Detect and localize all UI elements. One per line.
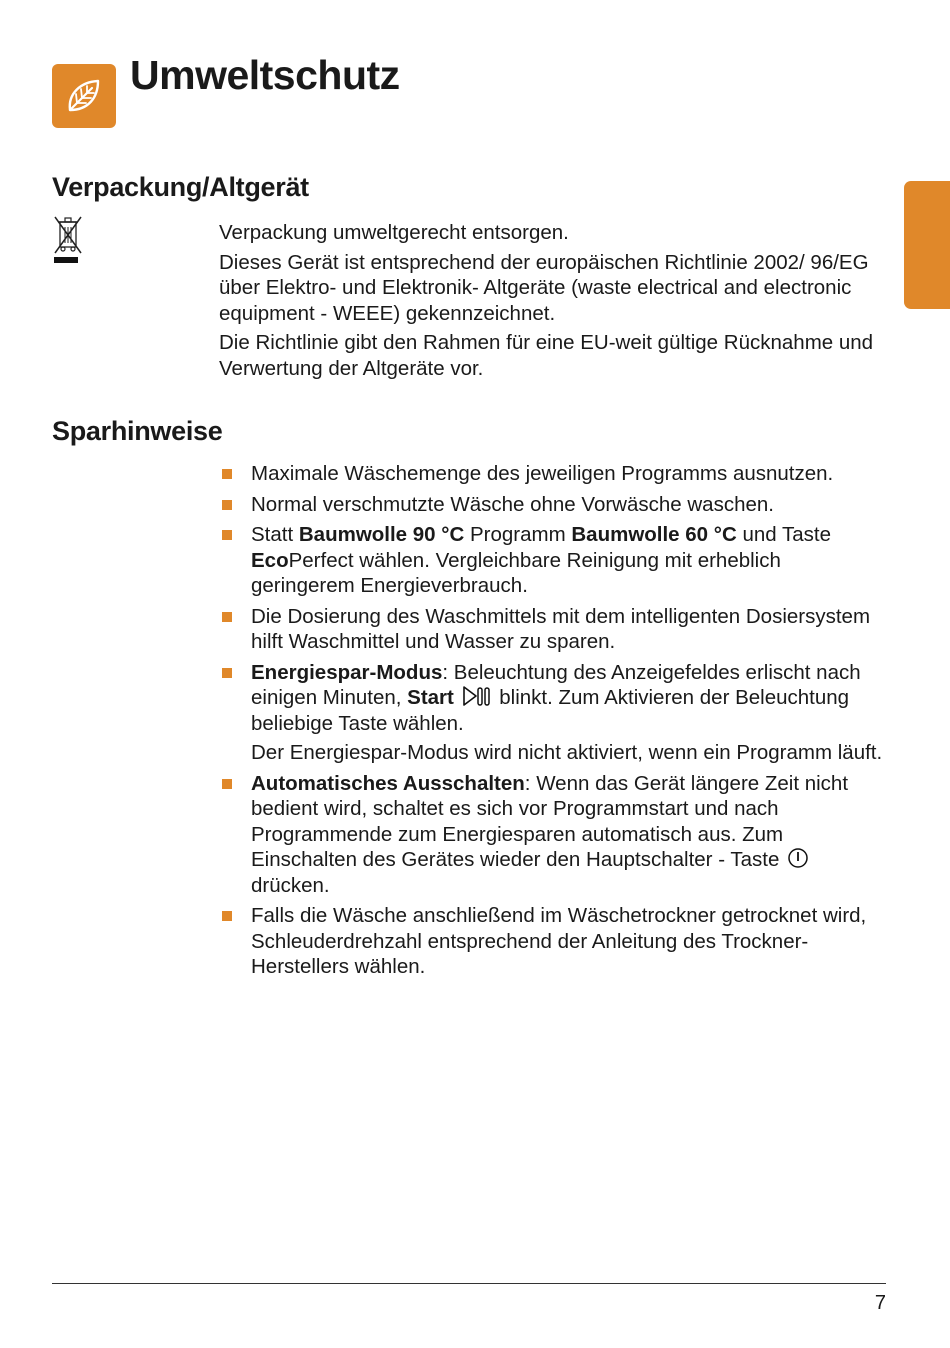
chapter-tab-marker — [904, 181, 950, 309]
list-item — [219, 492, 889, 518]
tip-text-part: drücken. — [251, 873, 330, 897]
list-item — [219, 461, 889, 487]
bullet-square-icon — [222, 911, 232, 921]
tip-note: Der Energiespar-Modus wird nicht aktiviert, wenn ein Programm läuft. — [251, 741, 883, 764]
mode-name: Energiespar-Modus — [251, 660, 443, 684]
bullet-square-icon — [222, 469, 232, 479]
section-heading-tips: Sparhinweise — [52, 416, 223, 446]
tip-text-part: Programm — [464, 523, 572, 546]
packaging-paragraph: Verpackung umweltgerecht entsorgen. — [219, 221, 569, 244]
tip-text-part: Statt — [251, 523, 299, 546]
tip-text — [251, 771, 889, 899]
button-name: Start — [407, 686, 454, 709]
list-item — [219, 903, 889, 980]
bullet-square-icon — [222, 530, 232, 540]
tip-text-part: Perfect wählen. Vergleichbare Reinigung mit erheblich geringerem Energieverbrauch. — [251, 548, 781, 597]
power-button-icon — [787, 847, 809, 869]
tip-text — [251, 660, 889, 737]
section-heading-packaging: Verpackung/Altgerät — [52, 172, 309, 202]
tip-text: Die Dosierung des Waschmittels mit dem intelligenten Dosiersystem hilft Waschmittel und Wasser zu sparen. — [251, 604, 871, 653]
footer-divider — [52, 1283, 886, 1284]
tip-text-part: : Wenn das Gerät längere Zeit nicht bedient wird, schaltet es sich vor Programmstart und nach Programmende zum Energiesparen automatisch aus. Zum Einschalten des Gerätes wieder den Hauptschalter - Taste — [251, 771, 849, 871]
program-name: Baumwolle 90 °C — [298, 523, 465, 546]
crossed-out-wheelie-bin-icon — [54, 215, 82, 265]
program-name: Baumwolle 60 °C — [571, 523, 737, 546]
list-item — [219, 771, 889, 899]
list-item — [219, 522, 889, 599]
list-item — [219, 604, 889, 655]
tip-text: Maximale Wäschemenge des jeweiligen Programms ausnutzen. — [251, 462, 834, 485]
tips-list — [219, 461, 889, 985]
bullet-square-icon — [222, 500, 232, 510]
page-title: Umweltschutz — [130, 52, 400, 98]
leaf-icon-box — [52, 64, 116, 128]
bullet-square-icon — [222, 612, 232, 622]
bullet-square-icon — [222, 779, 232, 789]
packaging-text — [219, 220, 889, 385]
tip-text: Normal verschmutzte Wäsche ohne Vorwäsche waschen. — [251, 492, 774, 516]
tip-text-part: blinkt. Zum Aktivieren der Beleuchtung beliebige Taste wählen. — [251, 686, 850, 735]
tip-text: Falls die Wäsche anschließend im Wäschetrockner getrocknet wird, Schleuderdrehzahl entsprechend der Anleitung des Trockner-Herstellers wählen. — [251, 904, 867, 978]
button-name: Eco — [251, 548, 289, 572]
page-number: 7 — [874, 1292, 886, 1314]
start-pause-icon — [462, 685, 492, 707]
tip-text-part: : Beleuchtung des Anzeigefeldes erlischt nach einigen Minuten, — [251, 660, 861, 709]
packaging-paragraph: Dieses Gerät ist entsprechend der europäischen Richtlinie 2002/ 96/EG über Elektro- und Elektronik- Altgeräte (waste electrical and electronic equipment - WEEE) gekennzeichnet. — [219, 250, 869, 325]
mode-name: Automatisches Ausschalten — [251, 771, 525, 795]
packaging-paragraph: Die Richtlinie gibt den Rahmen für eine EU-weit gültige Rücknahme und Verwertung der Altgeräte vor. — [219, 331, 874, 380]
bullet-square-icon — [222, 668, 232, 678]
tip-text — [251, 522, 889, 599]
tip-text-part: und Taste — [736, 523, 832, 546]
leaf-icon — [62, 74, 106, 118]
list-item — [219, 660, 889, 766]
